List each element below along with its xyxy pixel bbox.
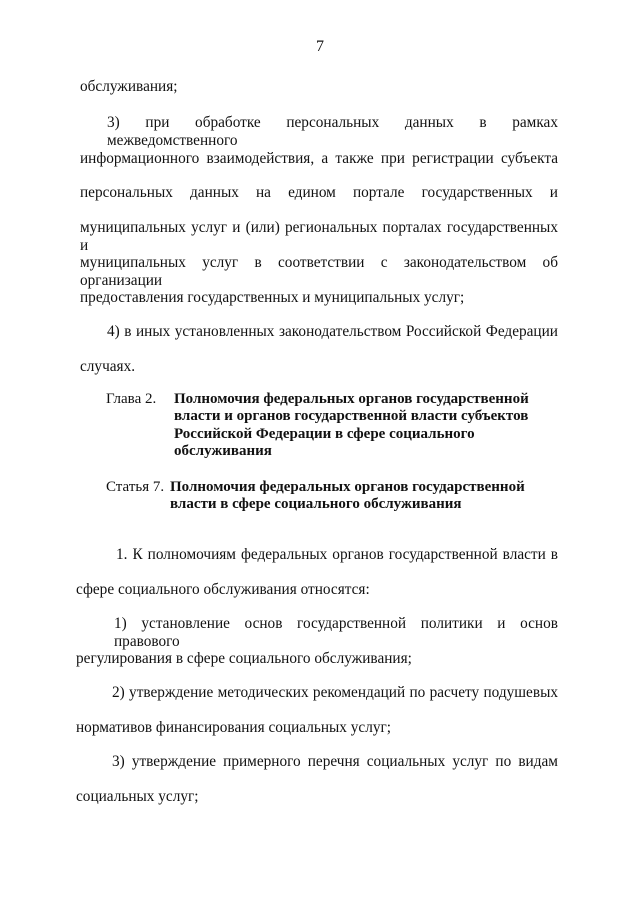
paragraph-line: социальных услуг; bbox=[76, 788, 199, 805]
chapter-title-line: власти и органов государственной власти субъектов bbox=[174, 408, 529, 424]
paragraph-line: персональных данных на едином портале государственных и bbox=[80, 184, 558, 201]
paragraph-line: информационного взаимодействия, а также при регистрации субъекта bbox=[80, 150, 558, 167]
paragraph-line: обслуживания; bbox=[80, 78, 178, 95]
chapter-heading bbox=[106, 391, 566, 463]
paragraph-line: муниципальных услуг и (или) региональных порталах государственных и bbox=[80, 219, 558, 254]
paragraph-line: 1. К полномочиям федеральных органов государственной власти в bbox=[116, 546, 558, 563]
article-heading bbox=[106, 479, 566, 515]
paragraph-line: 3) при обработке персональных данных в рамках межведомственного bbox=[107, 114, 558, 149]
paragraph-line: сфере социального обслуживания относятся: bbox=[76, 581, 370, 598]
paragraph-line: 4) в иных установленных законодательством Российской Федерации bbox=[107, 323, 558, 340]
page-number: 7 bbox=[316, 38, 324, 55]
article-title-line: Полномочия федеральных органов государственной bbox=[170, 479, 525, 495]
paragraph-line: случаях. bbox=[80, 358, 136, 375]
article-label: Статья 7. bbox=[106, 479, 165, 495]
paragraph-line: регулирования в сфере социального обслуживания; bbox=[76, 650, 412, 667]
chapter-title-line: обслуживания bbox=[174, 443, 272, 459]
paragraph-line: нормативов финансирования социальных услуг; bbox=[76, 719, 392, 736]
chapter-title-line: Российской Федерации в сфере социального bbox=[174, 426, 475, 442]
paragraph-line: 3) утверждение примерного перечня социальных услуг по видам bbox=[112, 753, 558, 770]
paragraph-line: 2) утверждение методических рекомендаций по расчету подушевых bbox=[112, 684, 558, 701]
chapter-title-line: Полномочия федеральных органов государственной bbox=[174, 391, 529, 407]
paragraph-line: 1) установление основ государственной политики и основ правового bbox=[114, 615, 558, 650]
chapter-label: Глава 2. bbox=[106, 391, 157, 407]
paragraph-line: предоставления государственных и муниципальных услуг; bbox=[80, 289, 465, 306]
article-title-line: власти в сфере социального обслуживания bbox=[170, 496, 462, 512]
paragraph-line: муниципальных услуг в соответствии с законодательством об организации bbox=[80, 254, 558, 289]
